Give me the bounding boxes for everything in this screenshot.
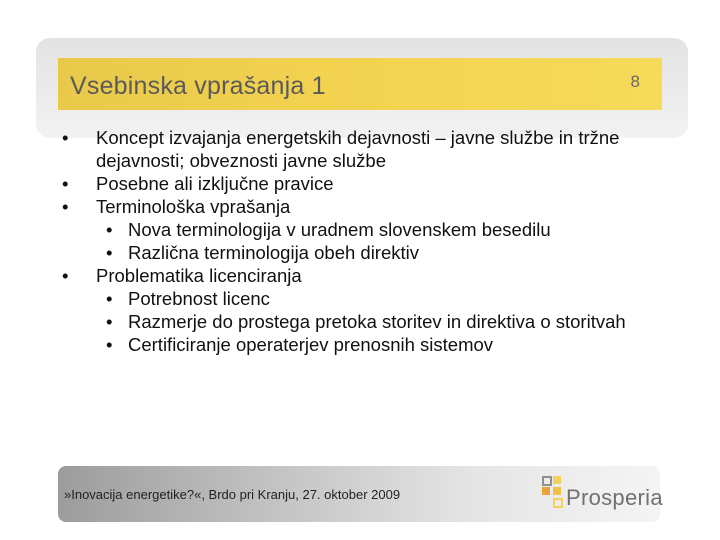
bullet-icon: • bbox=[62, 173, 69, 194]
logo-square-icon bbox=[542, 487, 550, 495]
sub-bullet-item bbox=[58, 241, 668, 264]
logo-square-icon bbox=[553, 476, 561, 484]
bullet-item bbox=[58, 126, 668, 172]
bullet-item bbox=[58, 172, 668, 195]
bullet-item bbox=[58, 195, 668, 218]
bullet-icon: • bbox=[62, 265, 69, 286]
sub-bullet-item bbox=[58, 333, 668, 356]
page-number: 8 bbox=[630, 72, 640, 91]
sub-bullet-item bbox=[58, 287, 668, 310]
bullet-item bbox=[58, 264, 668, 287]
sub-bullet-item bbox=[58, 218, 668, 241]
bullet-text: Problematika licenciranja bbox=[96, 265, 302, 286]
bullet-icon: • bbox=[106, 311, 113, 332]
bullet-text: Certificiranje operaterjev prenosnih sistemov bbox=[128, 334, 494, 355]
logo-square-icon bbox=[553, 487, 561, 495]
bullet-text: Potrebnost licenc bbox=[128, 288, 270, 309]
sub-bullet-item bbox=[58, 310, 668, 333]
logo-text: Prosperia bbox=[566, 485, 663, 510]
bullet-icon: • bbox=[62, 127, 69, 148]
bullet-text: Terminološka vprašanja bbox=[96, 196, 291, 217]
bullet-list bbox=[58, 126, 668, 356]
bullet-icon: • bbox=[106, 242, 113, 263]
bullet-text: Razmerje do prostega pretoka storitev in direktiva o storitvah bbox=[128, 311, 626, 332]
bullet-icon: • bbox=[106, 334, 113, 355]
bullet-icon: • bbox=[106, 288, 113, 309]
title-bar bbox=[58, 58, 662, 110]
bullet-icon: • bbox=[106, 219, 113, 240]
bullet-text: Nova terminologija v uradnem slovenskem besedilu bbox=[128, 219, 551, 240]
logo-square-icon bbox=[553, 498, 563, 508]
logo-square-icon bbox=[542, 476, 552, 486]
slide-title: Vsebinska vprašanja 1 bbox=[70, 72, 326, 100]
bullet-icon: • bbox=[62, 196, 69, 217]
bullet-text: Koncept izvajanja energetskih dejavnosti – javne službe in tržne dejavnosti; obveznosti javne službe bbox=[96, 127, 620, 171]
prosperia-logo bbox=[540, 472, 680, 518]
footer-text: »Inovacija energetike?«, Brdo pri Kranju, 27. oktober 2009 bbox=[64, 487, 401, 502]
bullet-text: Posebne ali izključne pravice bbox=[96, 173, 334, 194]
bullet-text: Različna terminologija obeh direktiv bbox=[128, 242, 420, 263]
